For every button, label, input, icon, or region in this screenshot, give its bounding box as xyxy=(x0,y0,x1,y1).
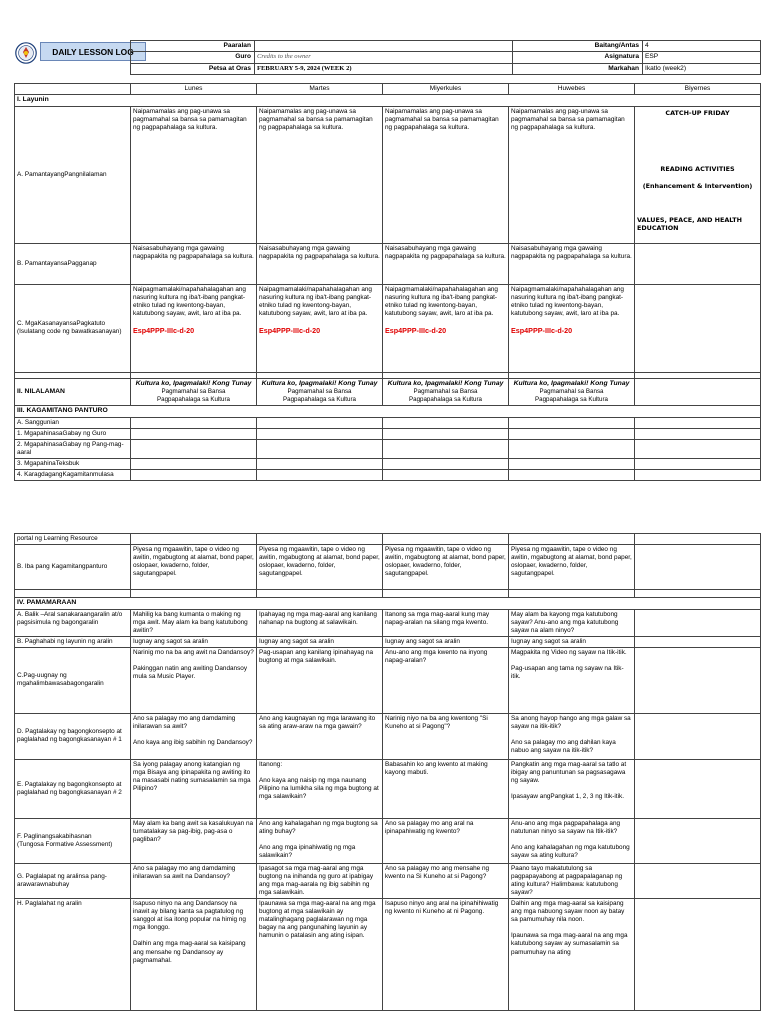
row-label-gabay-guro: 1. MgapahinasaGabay ng Guro xyxy=(15,428,131,439)
empty-cell xyxy=(131,469,257,480)
empty-cell xyxy=(131,458,257,469)
cell-balik-aral: Mahilig ka bang kumanta o making ng mga awit. May alam ka bang katutubong awitin? xyxy=(131,609,257,636)
cell-paghahabi: Iugnay ang sagot sa aralin xyxy=(131,636,257,647)
row-label-iba-pang-kagamitan: B. Iba pang Kagamitangpanturo xyxy=(15,545,131,590)
empty-cell xyxy=(383,439,509,458)
label-baitang: Baitang/Antas xyxy=(513,41,643,52)
label-petsa: Petsa at Oras xyxy=(131,63,255,74)
empty-cell xyxy=(635,428,761,439)
empty-cell xyxy=(131,439,257,458)
section-nilalaman: II. NILALAMAN xyxy=(15,378,131,405)
day-header: Biyernes xyxy=(635,84,761,95)
value-asignatura: ESP xyxy=(643,52,761,63)
nilalaman-title: Kultura ko, Ipagmalaki! Kong Tunay xyxy=(513,379,630,387)
value-markahan: Ikatlo (week2) xyxy=(643,63,761,74)
cell-paglalapat: Ano sa palagay mo ang damdaming inilarawan sa awit na Dandansoy? xyxy=(131,863,257,898)
spacer-cell xyxy=(257,590,383,598)
nilalaman-sub: Pagpapahalaga sa Kultura xyxy=(535,396,608,404)
empty-cell xyxy=(509,469,635,480)
empty-cell xyxy=(635,636,761,647)
nilalaman-sub: Pagpapahalaga sa Kultura xyxy=(409,396,482,404)
kasanayan-text: Naipagmamalaki/napahahalagahan ang nasuring kultura ng iba't-ibang pangkat-etniko tulad ng kwentong-bayan, katutubong sayaw, awit, laro at iba pa. xyxy=(385,285,498,318)
empty-cell xyxy=(257,469,383,480)
nilalaman-sub: Pagmamahal sa Bansa xyxy=(161,388,226,396)
row-label-pagtalakay-1: D. Pagtalakay ng bagongkonsepto at paglalahad ng bagongkasanayan # 1 xyxy=(15,713,131,759)
empty-cell xyxy=(635,417,761,428)
cell-pamantayan: Naipamamalas ang pag-unawa sa pagmamahal sa bansa sa pamamagitan ng pagpapahalaga sa kultura. xyxy=(131,106,257,243)
empty-cell xyxy=(635,378,761,405)
cell-pagganap: Naisasabuhayang mga gawaing nagpapakita ng pagpapahalaga sa kultura. xyxy=(131,243,257,284)
competency-code: Esp4PPP-IIIc-d-20 xyxy=(385,326,447,336)
row-label-paghahabi: B. Paghahabi ng layunin ng aralin xyxy=(15,636,131,647)
empty-cell xyxy=(509,439,635,458)
cell-paglalahat: Isapuso ninyo na ang Dandansoy na inawit ay bilang kanta sa pagtatulog ng sanggol at isa itong popular na himig ng mga Ilonggo. Dalhin ang mga mag-aaral sa kaisipang ang mensahe ng Dandansoy ay pagmamahal. xyxy=(131,899,257,1011)
cell-paghahabi: Iugnay ang sagot sa aralin xyxy=(383,636,509,647)
document-title: DAILY LESSON LOG xyxy=(40,42,146,61)
empty-cell xyxy=(635,534,761,545)
cell-nilalaman xyxy=(509,378,635,405)
lesson-table-part2 xyxy=(14,533,761,1011)
cell-pagtalakay-2: Itanong: Ano kaya ang naisip ng mga naunang Pilipino na lumikha sila ng mga bugtong at mga salawikain? xyxy=(257,759,383,818)
competency-code: Esp4PPP-IIIc-d-20 xyxy=(259,326,321,336)
nilalaman-sub: Pagpapahalaga sa Kultura xyxy=(157,396,230,404)
kasanayan-text: Naipagmamalaki/napahahalagahan ang nasuring kultura ng iba't-ibang pangkat-etniko tulad ng kwentong-bayan, katutubong sayaw, awit, laro at iba pa. xyxy=(511,285,624,318)
cell-paghahabi: Iugnay ang sagot sa aralin xyxy=(257,636,383,647)
cell-paglalahat: Ipaunawa sa mga mag-aaral na ang mga bugtong at mga salawikain ay matalinghagang paglalarawan ng mga bagay na ang pangunahing layunin ay hamunin o patalasin ang ating isipan. xyxy=(257,899,383,1011)
section-layunin: I. Layunin xyxy=(15,95,761,107)
row-label-sanggunian: A. Sanggunian xyxy=(15,417,131,428)
empty-cell xyxy=(509,417,635,428)
empty-cell xyxy=(635,818,761,863)
row-label-teksbuk: 3. MgapahinaTeksbuk xyxy=(15,458,131,469)
catch-up-friday-cell xyxy=(635,106,761,243)
value-petsa: FEBRUARY 5-9, 2024 (WEEK 2) xyxy=(255,63,513,74)
label-markahan: Markahan xyxy=(513,63,643,74)
cell-paglalapat: Ipasagot sa mga mag-aaral ang mga bugtong na inihanda ng guro at ipabigay ang mga mag-aarala ng ibig sabihin ng mga salawikain. xyxy=(257,863,383,898)
cell-kasanayan xyxy=(131,284,257,372)
nilalaman-title: Kultura ko, Ipagmalaki! Kong Tunay xyxy=(387,379,504,387)
row-label-pag-uugnay: C.Pag-uugnay ng mgahalimbawasabagongaralin xyxy=(15,647,131,713)
empty-cell xyxy=(635,713,761,759)
row-label-portal: portal ng Learning Resource xyxy=(15,534,131,545)
row-label-paglalahat: H. Paglalahat ng aralin xyxy=(15,899,131,1011)
nilalaman-sub: Pagpapahalaga sa Kultura xyxy=(283,396,356,404)
reading-activities-label: READING ACTIVITIES xyxy=(660,164,735,173)
empty-cell xyxy=(635,243,761,284)
empty-cell xyxy=(635,609,761,636)
cell-pag-uugnay: Narinig mo na ba ang awit na Dandansoy? Pakinggan natin ang awiting Dandansoy mula sa Music Player. xyxy=(131,647,257,713)
row-label-kasanayan: C. MgaKasanayansaPagkatuto (Isulatang code ng bawatkasanayan) xyxy=(15,284,131,372)
row-label-pagtalakay-2: E. Pagtalakay ng bagongkonsepto at paglalahad ng bagongkasanayan # 2 xyxy=(15,759,131,818)
empty-cell xyxy=(257,417,383,428)
spacer-cell xyxy=(131,590,257,598)
section-pamamaraan: IV. PAMAMARAAN xyxy=(15,598,761,610)
label-guro: Guro xyxy=(131,52,255,63)
nilalaman-title: Kultura ko, Ipagmalaki! Kong Tunay xyxy=(135,379,252,387)
empty-cell xyxy=(383,458,509,469)
empty-cell xyxy=(635,469,761,480)
empty-cell xyxy=(509,458,635,469)
cell-paglinang: Ano sa palagay mo ang aral na ipinapahiwatig ng kwento? xyxy=(383,818,509,863)
kasanayan-text: Naipagmamalaki/napahahalagahan ang nasuring kultura ng iba't-ibang pangkat-etniko tulad ng kwentong-bayan, katutubong sayaw, awit, laro at iba pa. xyxy=(259,285,372,318)
row-label-paglinang: F. Paglinangsakabihasnan (Tungosa Formative Assessment) xyxy=(15,818,131,863)
cell-pagtalakay-1: Ano ang kaugnayan ng mga larawang ito sa ating araw-araw na mga gawain? xyxy=(257,713,383,759)
cell-pamantayan: Naipamamalas ang pag-unawa sa pagmamahal sa bansa sa pamamagitan ng pagpapahalaga sa kultura. xyxy=(509,106,635,243)
empty-cell xyxy=(257,534,383,545)
empty-cell xyxy=(509,534,635,545)
label-paaralan: Paaralan xyxy=(131,41,255,52)
cell-pamantayan: Naipamamalas ang pag-unawa sa pagmamahal sa bansa sa pamamagitan ng pagpapahalaga sa kultura. xyxy=(383,106,509,243)
catch-up-friday-label: CATCH-UP FRIDAY xyxy=(665,108,730,117)
empty-cell xyxy=(635,439,761,458)
row-label-karagdagang: 4. KaragdagangKagamitanmulasa xyxy=(15,469,131,480)
value-baitang: 4 xyxy=(643,41,761,52)
row-label-pagganap: B. PamantayansaPagganap xyxy=(15,243,131,284)
empty-cell xyxy=(635,647,761,713)
cell-paghahabi: Iugnay ang sagot sa aralin xyxy=(509,636,635,647)
kasanayan-text: Naipagmamalaki/napahahalagahan ang nasuring kultura ng iba't-ibang pangkat-etniko tulad ng kwentong-bayan, katutubong sayaw, awit, laro at iba pa. xyxy=(133,285,246,318)
spacer-cell xyxy=(15,590,131,598)
cell-iba-pang-kagamitan: Piyesa ng mgaawitin, tape o video ng awitin, mgabugtong at alamat, bond paper, oslopaer, kwaderno, folder, sagutangpapel. xyxy=(131,545,257,590)
cell-iba-pang-kagamitan: Piyesa ng mgaawitin, tape o video ng awitin, mgabugtong at alamat, bond paper, oslopaer, kwaderno, folder, sagutangpapel. xyxy=(257,545,383,590)
cell-pag-uugnay: Anu-ano ang mga kwento na inyong napag-aralan? xyxy=(383,647,509,713)
header-table xyxy=(130,40,761,75)
empty-cell xyxy=(635,284,761,372)
lesson-table-part1 xyxy=(14,83,761,481)
spacer-cell xyxy=(635,590,761,598)
corner-cell xyxy=(15,84,131,95)
row-label-gabay-magaaral: 2. MgapahinasaGabay ng Pang-mag-aaral xyxy=(15,439,131,458)
empty-cell xyxy=(383,469,509,480)
cell-pagganap: Naisasabuhayang mga gawaing nagpapakita ng pagpapahalaga sa kultura. xyxy=(383,243,509,284)
empty-cell xyxy=(131,534,257,545)
label-asignatura: Asignatura xyxy=(513,52,643,63)
cell-iba-pang-kagamitan: Piyesa ng mgaawitin, tape o video ng awitin, mgabugtong at alamat, bond paper, oslopaer, kwaderno, folder, sagutangpapel. xyxy=(509,545,635,590)
enhancement-label: (Enhancement & Intervention) xyxy=(642,181,753,190)
empty-cell xyxy=(383,534,509,545)
empty-cell xyxy=(635,863,761,898)
row-label-balik-aral: A. Balik –Aral sanakaraangaralin at/o pagsisimula ng bagongaralin xyxy=(15,609,131,636)
competency-code: Esp4PPP-IIIc-d-20 xyxy=(511,326,573,336)
day-header: Martes xyxy=(257,84,383,95)
section-kagamitan: III. KAGAMITANG PANTURO xyxy=(15,406,761,418)
cell-pagtalakay-2: Sa iyong palagay anong katangian ng mga Bisaya ang ipinapakita ng awiting ito na masasabi nating sumasalamin sa mga Pilipino? xyxy=(131,759,257,818)
cell-iba-pang-kagamitan: Piyesa ng mgaawitin, tape o video ng awitin, mgabugtong at alamat, bond paper, oslopaer, kwaderno, folder, sagutangpapel. xyxy=(383,545,509,590)
cell-pag-uugnay: Pag-usapan ang kanilang ipinahayag na bugtong at mga salawikain. xyxy=(257,647,383,713)
empty-cell xyxy=(635,458,761,469)
empty-cell xyxy=(383,428,509,439)
cell-pagtalakay-1: Ano sa palagay mo ang damdaming inilarawan sa awit? Ano kaya ang ibig sabihin ng Dandansoy? xyxy=(131,713,257,759)
cell-nilalaman xyxy=(383,378,509,405)
cell-kasanayan xyxy=(383,284,509,372)
deped-seal xyxy=(15,42,37,64)
cell-pagganap: Naisasabuhayang mga gawaing nagpapakita ng pagpapahalaga sa kultura. xyxy=(509,243,635,284)
cell-nilalaman xyxy=(131,378,257,405)
day-header: Miyerkules xyxy=(383,84,509,95)
cell-paglinang: May alam ka bang awit sa kasalukuyan na tumatalakay sa pag-ibig, pag-asa o pagliban? xyxy=(131,818,257,863)
cell-paglalapat: Paano tayo makatutulong sa pagpapayabong at pagpapalaganap ng ating kultura? Halimbawa: katutubong sayaw? xyxy=(509,863,635,898)
spacer-cell xyxy=(509,590,635,598)
cell-pagtalakay-1: Sa anong hayop hango ang mga galaw sa sayaw na itik-itik? Ano sa palagay mo ang dahilan kaya nabuo ang sayaw na itik-itik? xyxy=(509,713,635,759)
cell-paglalahat: Dalhin ang mga mag-aaral sa kaisipang ang mga nabuong sayaw noon ay batay sa pamumuhay nila noon. Ipaunawa sa mga mag-aaral na ang mga katutubong sayaw ay sumasalamin sa pamumuhay na ating xyxy=(509,899,635,1011)
cell-pagtalakay-2: Babasahin ko ang kwento at making kayong mabuti. xyxy=(383,759,509,818)
cell-pagtalakay-1: Narinig niyo na ba ang kwentong "Si Kuneho at si Pagong"? xyxy=(383,713,509,759)
nilalaman-sub: Pagmamahal sa Bansa xyxy=(413,388,478,396)
empty-cell xyxy=(131,428,257,439)
cell-pagtalakay-2: Pangkatin ang mga mag-aaral sa tatlo at ibigay ang panuntunan sa pagsasagawa ng sayaw. Ipasayaw angPangkat 1, 2, 3 ng Itik-itik. xyxy=(509,759,635,818)
competency-code: Esp4PPP-IIIc-d-20 xyxy=(133,326,195,336)
values-education-label: VALUES, PEACE, AND HEALTH EDUCATION xyxy=(637,216,743,233)
cell-paglinang: Anu-ano ang mga pagpapahalaga ang natutunan ninyo sa sayaw na Itik-itik? Ano ang kahalagahan ng mga katutubong sayaw sa ating kultura? xyxy=(509,818,635,863)
day-header: Lunes xyxy=(131,84,257,95)
cell-pagganap: Naisasabuhayang mga gawaing nagpapakita ng pagpapahalaga sa kultura. xyxy=(257,243,383,284)
empty-cell xyxy=(383,417,509,428)
nilalaman-sub: Pagmamahal sa Bansa xyxy=(287,388,352,396)
cell-paglalapat: Ano sa palagay mo ang mensahe ng kwento na Si Kuneho at si Pagong? xyxy=(383,863,509,898)
cell-pamantayan: Naipamamalas ang pag-unawa sa pagmamahal sa bansa sa pamamagitan ng pagpapahalaga sa kultura. xyxy=(257,106,383,243)
cell-nilalaman xyxy=(257,378,383,405)
value-paaralan xyxy=(255,41,513,52)
cell-balik-aral: Ipahayag ng mga mag-aaral ang kanilang nahanap na bugtong at salawikain. xyxy=(257,609,383,636)
nilalaman-title: Kultura ko, Ipagmalaki! Kong Tunay xyxy=(261,379,378,387)
empty-cell xyxy=(257,428,383,439)
day-header: Huwebes xyxy=(509,84,635,95)
cell-paglalahat: Isapuso ninyo ang aral na ipinahihiwatig ng kwento ni Kuneho at ni Pagong. xyxy=(383,899,509,1011)
cell-paglinang: Ano ang kahalagahan ng mga bugtong sa ating buhay? Ano ang mga ipinahiwatig ng mga salawikain? xyxy=(257,818,383,863)
empty-cell xyxy=(509,428,635,439)
row-label-paglalapat: G. Paglalapat ng aralinsa pang-arawarawnabuhay xyxy=(15,863,131,898)
empty-cell xyxy=(635,759,761,818)
cell-balik-aral: May alam ba kayong mga katutubong sayaw? Anu-ano ang mga katutubong sayaw na alam ninyo? xyxy=(509,609,635,636)
empty-cell xyxy=(257,439,383,458)
value-guro: Credits to the owner xyxy=(255,52,513,63)
nilalaman-sub: Pagmamahal sa Bansa xyxy=(539,388,604,396)
empty-cell xyxy=(635,899,761,1011)
spacer-cell xyxy=(383,590,509,598)
empty-cell xyxy=(257,458,383,469)
empty-cell xyxy=(131,417,257,428)
cell-pag-uugnay: Magpakita ng Video ng sayaw na Itik-itik. Pag-usapan ang tama ng sayaw na Itik-itik. xyxy=(509,647,635,713)
cell-balik-aral: Itanong sa mga mag-aaral kung may napag-aralan na silang mga kwento. xyxy=(383,609,509,636)
empty-cell xyxy=(635,545,761,590)
row-label-pamantayan: A. PamantayangPangnilalaman xyxy=(15,106,131,243)
cell-kasanayan xyxy=(509,284,635,372)
cell-kasanayan xyxy=(257,284,383,372)
